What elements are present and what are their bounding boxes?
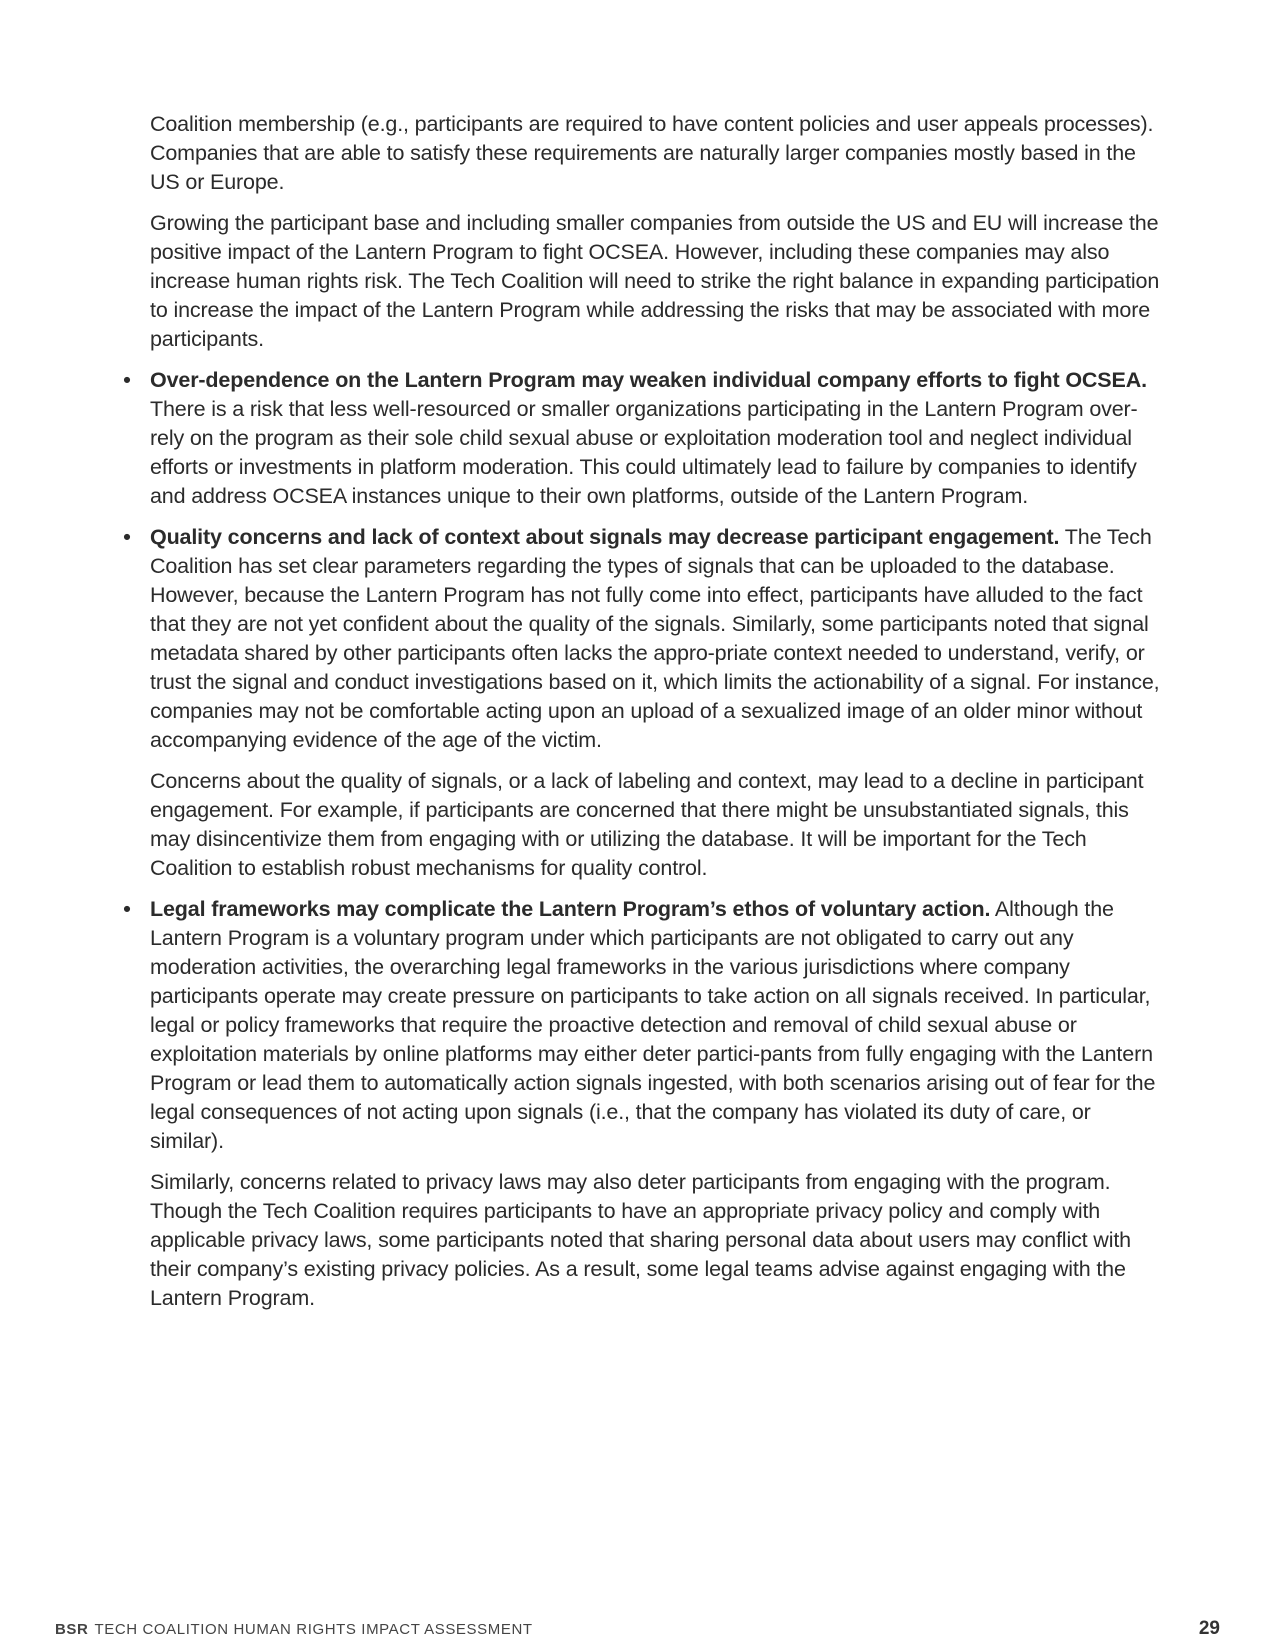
bullet-quality-concerns — [123, 523, 1160, 883]
bullet-followup-paragraph: Similarly, concerns related to privacy laws may also deter participants from engaging with the program. Though the Tech Coalition requires participants to have an appropriate privacy policy and comply with applicable privacy laws, some participants noted that sharing personal data about users may conflict with their company’s existing privacy policies. As a result, some legal teams advise against engaging with the Lantern Program. — [150, 1170, 1131, 1310]
bullet-marker: • — [123, 525, 131, 549]
bullet-over-dependence — [123, 366, 1160, 511]
bullet-lead: Over-dependence on the Lantern Program may weaken individual company efforts to fight OCSEA. — [150, 368, 1147, 392]
footer-title: TECH COALITION HUMAN RIGHTS IMPACT ASSESSMENT — [94, 1621, 533, 1638]
bullet-text — [150, 366, 1160, 511]
paragraph-continued: Coalition membership (e.g., participants are required to have content policies and user appeals processes). Companies that are able to satisfy these requirements are naturally larger companies mostly based in the US or Europe. — [150, 112, 1154, 194]
bullet-marker: • — [123, 897, 131, 921]
bullet-text — [150, 895, 1160, 1156]
page-number: 29 — [1198, 1618, 1220, 1639]
bullet-lead: Legal frameworks may complicate the Lantern Program’s ethos of voluntary action. — [150, 897, 991, 921]
bullet-body-text: Although the Lantern Program is a voluntary program under which participants are not obligated to carry out any moderation activities, the overarching legal frameworks in the various jurisdictions where company participants operate may create pressure on participants to take action on all signals received. In particular, legal or policy frameworks that require the proactive detection and removal of child sexual abuse or exploitation materials by online platforms may either deter partici-pants from fully engaging with the Lantern Program or lead them to automatically action signals ingested, with both scenarios arising out of fear for the legal consequences of not acting upon signals (i.e., that the company has violated its duty of care, or similar). — [150, 897, 1156, 1153]
bullet-text — [150, 523, 1160, 755]
paragraph-growing-participant-base: Growing the participant base and including smaller companies from outside the US and EU will increase the positive impact of the Lantern Program to fight OCSEA. However, including these companies may also increase human rights risk. The Tech Coalition will need to strike the right balance in expanding participation to increase the impact of the Lantern Program while addressing the risks that may be associated with more participants. — [150, 211, 1160, 351]
bullet-followup-paragraph: Concerns about the quality of signals, or a lack of labeling and context, may lead to a decline in participant engagement. For example, if participants are concerned that there might be unsubstantiated signals, this may disincentivize them from engaging with or utilizing the database. It will be important for the Tech Coalition to establish robust mechanisms for quality control. — [150, 769, 1144, 880]
footer-brand: BSR — [55, 1621, 89, 1638]
document-body — [123, 110, 1160, 1325]
bullet-body-text: The Tech Coalition has set clear parameters regarding the types of signals that can be uploaded to the database. However, because the Lantern Program has not fully come into effect, participants have alluded to the fact that they are not yet confident about the quality of the signals. Similarly, some participants noted that signal metadata shared by other participants often lacks the appro-priate context needed to understand, verify, or trust the signal and conduct investigations based on it, which limits the actionability of a signal. For instance, companies may not be comfortable acting upon an upload of a sexualized image of an older minor without accompanying evidence of the age of the victim. — [150, 525, 1160, 752]
bullet-marker: • — [123, 368, 131, 392]
bullet-lead: Quality concerns and lack of context about signals may decrease participant engagement. — [150, 525, 1060, 549]
page-footer — [55, 1618, 1220, 1645]
bullet-legal-frameworks — [123, 895, 1160, 1313]
bullet-body-text: There is a risk that less well-resourced or smaller organizations participating in the Lantern Program over-rely on the program as their sole child sexual abuse or exploitation moderation tool and neglect individual efforts or investments in platform moderation. This could ultimately lead to failure by companies to identify and address OCSEA instances unique to their own platforms, outside of the Lantern Program. — [150, 397, 1138, 508]
